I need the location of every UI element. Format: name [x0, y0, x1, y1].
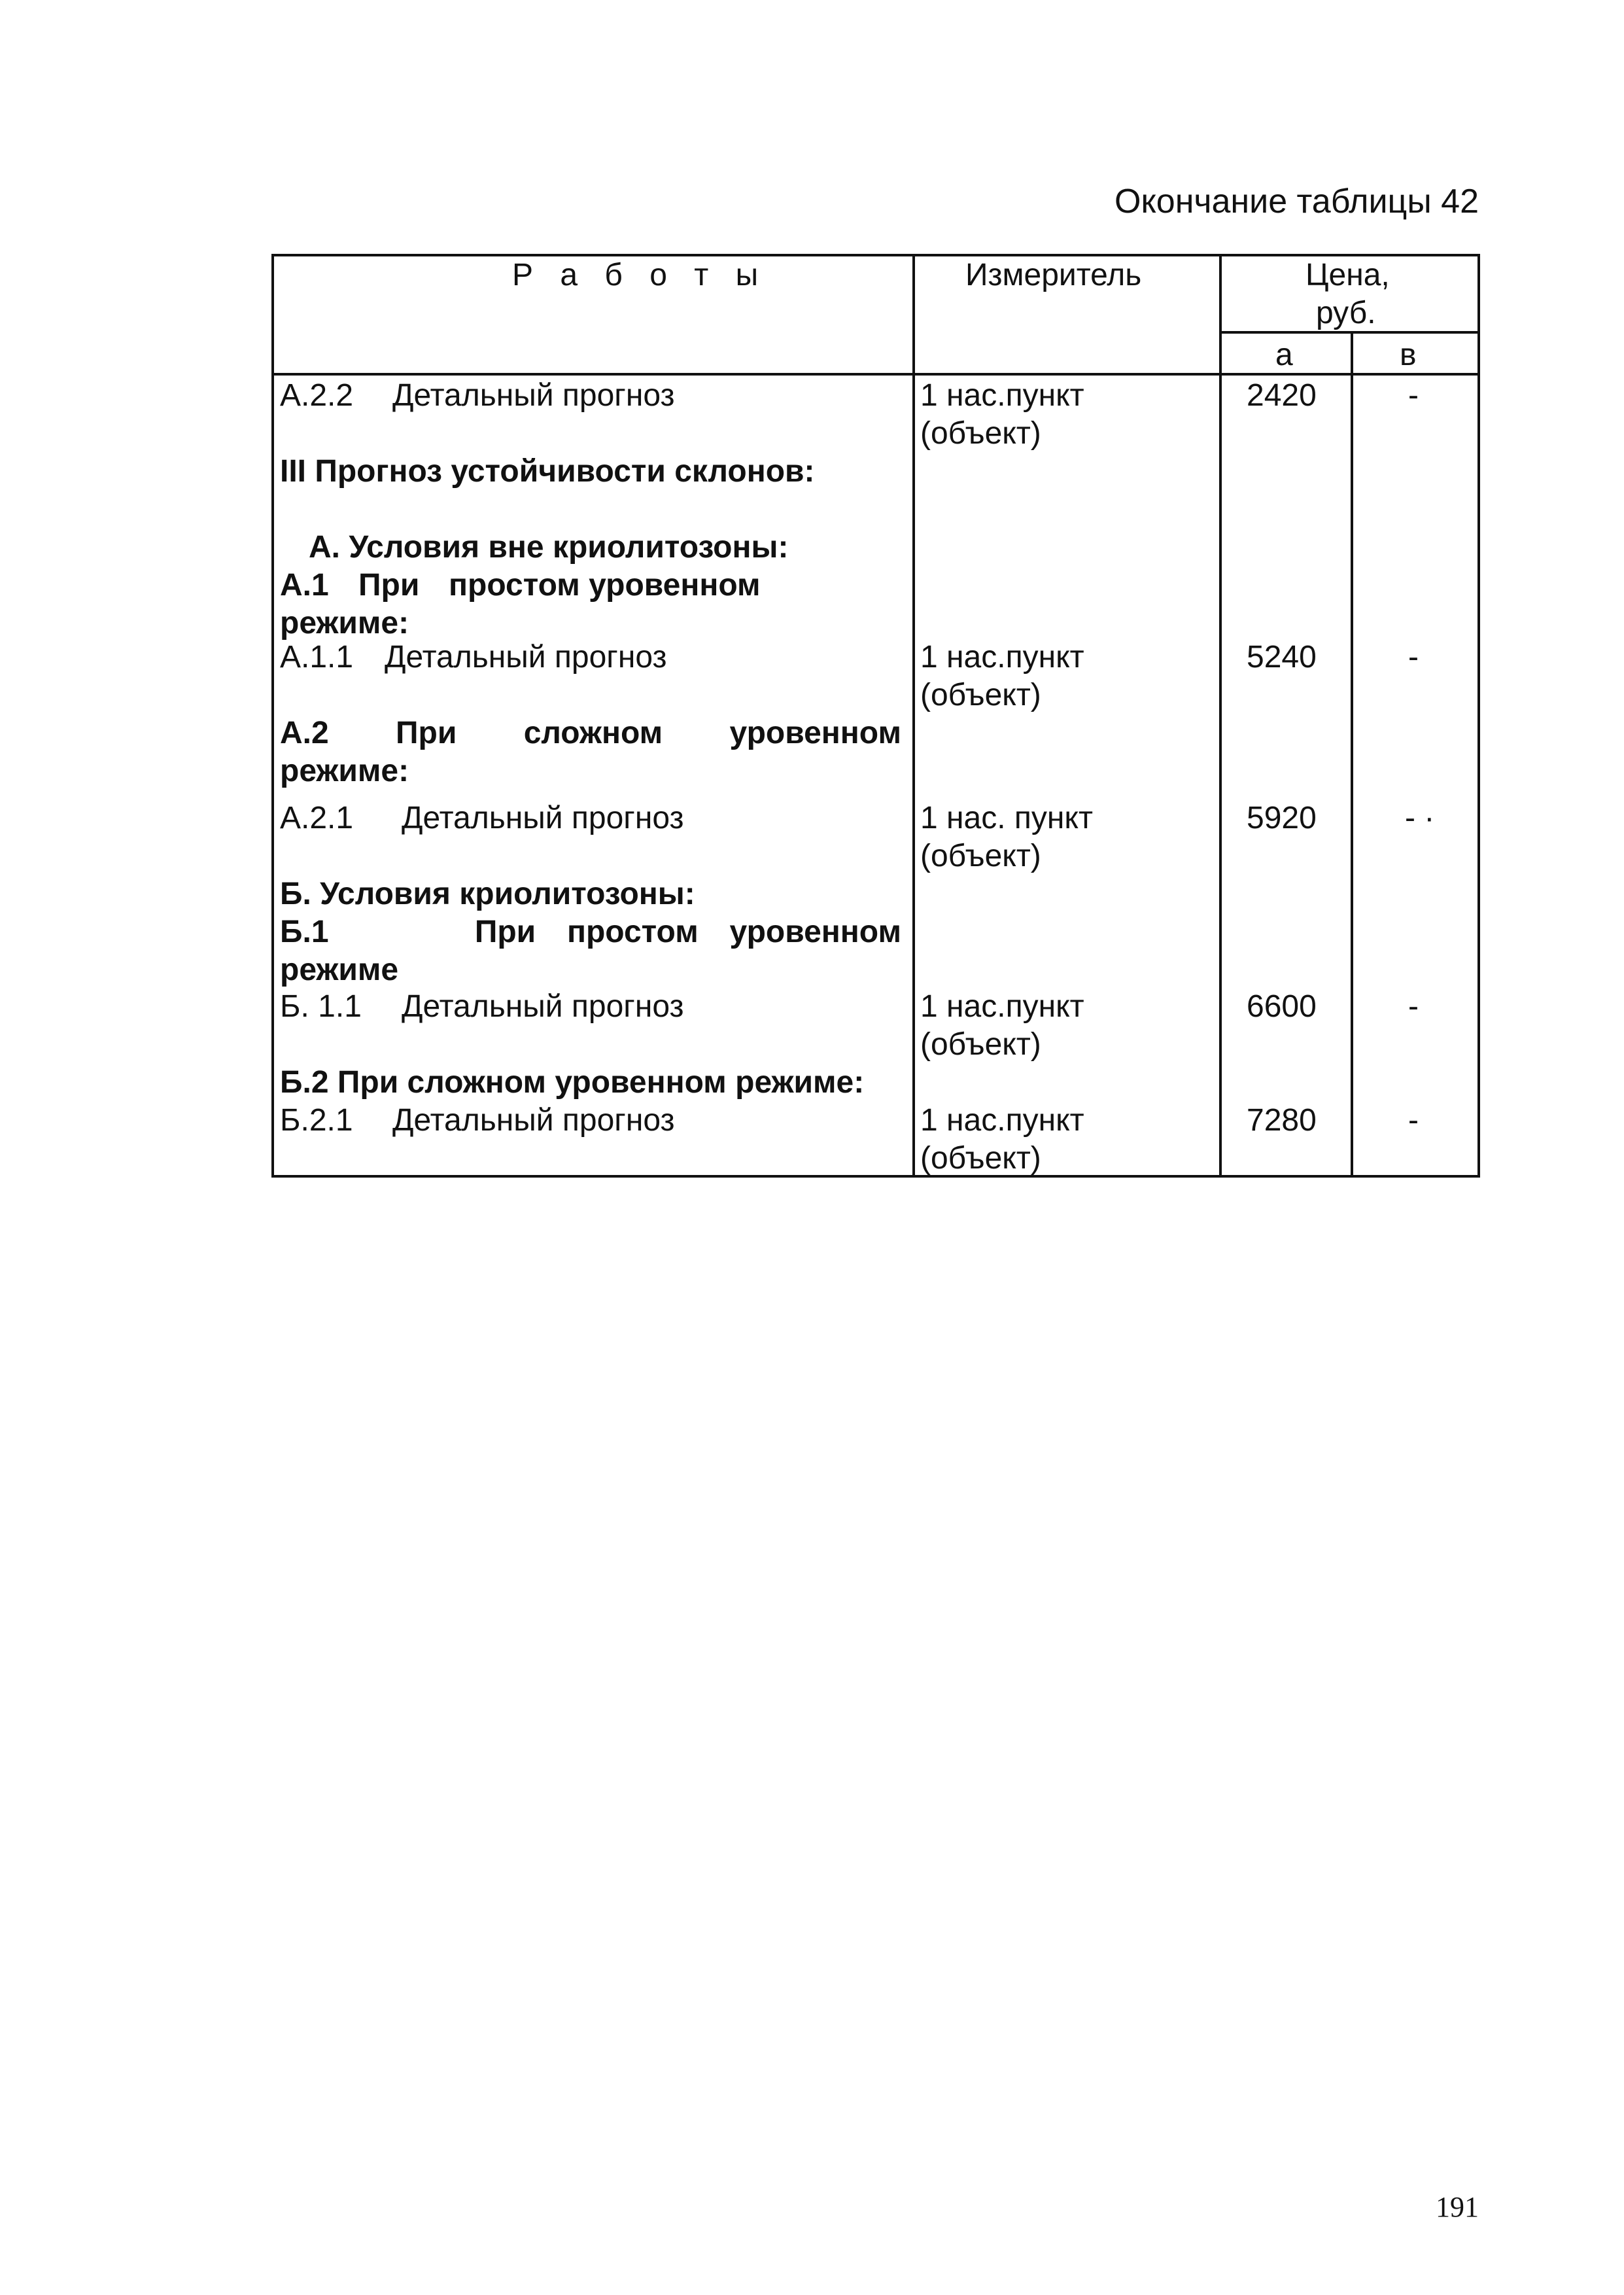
- row-measure-note: (объект): [920, 416, 1041, 451]
- row-measure-note: (объект): [920, 678, 1041, 712]
- row-measure-note: (объект): [920, 1141, 1041, 1176]
- subsection-continuation: режиме:: [280, 754, 409, 788]
- subsection-code: А.1: [280, 568, 329, 603]
- row-name: Детальный прогноз: [385, 640, 667, 674]
- row-price-a: 5240: [1247, 640, 1317, 674]
- subsection-title: Б.2 При сложном уровенном режиме:: [280, 1065, 865, 1100]
- subsection-title: [280, 714, 901, 752]
- row-price-a: 5920: [1247, 801, 1317, 835]
- row-measure-note: (объект): [920, 1027, 1041, 1062]
- row-code: А.2.2: [280, 378, 354, 413]
- row-price-a: 6600: [1247, 989, 1317, 1024]
- section-heading: Б. Условия криолитозоны:: [280, 877, 695, 911]
- row-name: Детальный прогноз: [402, 801, 684, 835]
- row-measure: 1 нас.пункт: [920, 989, 1084, 1024]
- subsection-word: простом уровенном: [449, 568, 761, 603]
- subsection-word: простом: [566, 915, 699, 949]
- section-heading: А. Условия вне криолитозоны:: [309, 530, 789, 565]
- page-number: 191: [1436, 2191, 1479, 2223]
- row-name: Детальный прогноз: [402, 989, 684, 1024]
- header-measure: Измеритель: [965, 258, 1142, 292]
- row-code: Б.2.1: [280, 1103, 353, 1138]
- row-measure-note: (объект): [920, 839, 1041, 873]
- header-bottom-rule: [271, 373, 1480, 376]
- row-price-v: - ·: [1405, 801, 1435, 835]
- subsection-word: При: [474, 915, 536, 949]
- column-divider-price: [1351, 332, 1353, 1178]
- row-price-v: -: [1408, 989, 1419, 1024]
- header-price: Цена,: [1305, 258, 1390, 292]
- row-measure: 1 нас. пункт: [920, 801, 1093, 835]
- row-code: А.1.1: [280, 640, 354, 674]
- row-measure: 1 нас.пункт: [920, 1103, 1084, 1138]
- row-price-v: -: [1408, 378, 1419, 413]
- subsection-title: [280, 913, 901, 951]
- row-price-a: 2420: [1247, 378, 1317, 413]
- row-price-v: -: [1408, 1103, 1419, 1138]
- column-divider-works: [912, 254, 915, 1178]
- header-works: Р а б о т ы: [512, 258, 768, 292]
- subsection-code: А.2: [280, 716, 329, 750]
- subsection-continuation: режиме: [280, 953, 399, 987]
- row-code: Б. 1.1: [280, 989, 362, 1024]
- header-col-a: а: [1275, 338, 1293, 372]
- subsection-code: Б.1: [280, 915, 329, 949]
- row-code: А.2.1: [280, 801, 354, 835]
- row-price-v: -: [1408, 640, 1419, 674]
- subsection-word: При: [358, 568, 420, 603]
- subsection-word: При: [396, 716, 457, 750]
- section-heading: III Прогноз устойчивости склонов:: [280, 454, 815, 489]
- subsection-continuation: режиме:: [280, 606, 409, 640]
- row-name: Детальный прогноз: [392, 1103, 675, 1138]
- column-divider-measure: [1219, 254, 1222, 1178]
- table-caption: Окончание таблицы 42: [1114, 183, 1479, 220]
- header-col-v: в: [1400, 338, 1417, 372]
- row-measure: 1 нас.пункт: [920, 640, 1084, 674]
- subsection-word: сложном: [523, 716, 663, 750]
- subsection-word: уровенном: [729, 716, 901, 750]
- row-name: Детальный прогноз: [392, 378, 675, 413]
- row-price-a: 7280: [1247, 1103, 1317, 1138]
- header-price-unit: руб.: [1316, 296, 1376, 330]
- subsection-word: уровенном: [729, 915, 901, 949]
- row-measure: 1 нас.пункт: [920, 378, 1084, 413]
